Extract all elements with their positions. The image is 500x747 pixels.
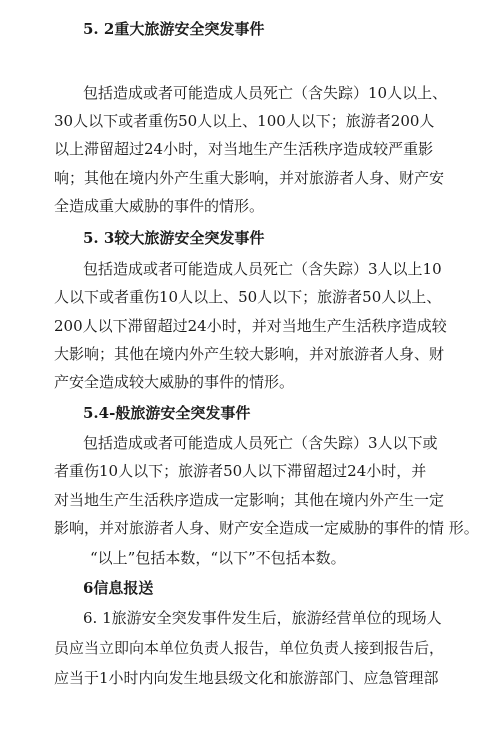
paragraph-line: 200人以下滞留超过24小时，并对当地生产生活秩序造成较 <box>54 317 447 335</box>
paragraph-line: 影响，并对旅游者人身、财产安全造成一定威胁的事件的情 形。 <box>54 519 479 537</box>
paragraph-line: 包括造成或者可能造成人员死亡（含失踪）3人以上10 <box>83 260 442 278</box>
section-heading-6: 6信息报送 <box>83 579 154 597</box>
paragraph-line: 人以下或者重伤10人以上、50人以下；旅游者50人以上、 <box>54 288 442 306</box>
paragraph-line: 响；其他在境内外产生重大影响，并对旅游者人身、财产安 <box>54 169 445 187</box>
paragraph-line: 包括造成或者可能造成人员死亡（含失踪）3人以下或 <box>83 434 438 452</box>
note-line: “以上”包括本数，“以下”不包括本数。 <box>90 549 346 567</box>
paragraph-line: 大影响；其他在境内外产生较大影响，并对旅游者人身、财 <box>54 345 445 363</box>
paragraph-line: 全造成重大威胁的事件的情形。 <box>54 197 265 215</box>
paragraph-line: 产安全造成较大威胁的事件的情形。 <box>54 373 295 391</box>
paragraph-line: 者重伤10人以下；旅游者50人以下滞留超过24小时，并 <box>54 462 427 480</box>
section-heading-5-2: 5. 2重大旅游安全突发事件 <box>83 20 265 38</box>
paragraph-line: 30人以下或者重伤50人以上、100人以下；旅游者200人 <box>54 112 435 130</box>
paragraph-line: 对当地生产生活秩序造成一定影响；其他在境内外产生一定 <box>54 491 445 509</box>
paragraph-line: 6. 1旅游安全突发事件发生后，旅游经营单位的现场人 <box>83 609 442 627</box>
paragraph-line: 包括造成或者可能造成人员死亡（含失踪）10人以上、 <box>83 84 448 102</box>
paragraph-line: 员应当立即向本单位负责人报告，单位负责人接到报告后， <box>54 639 445 657</box>
section-heading-5-4: 5.4-般旅游安全突发事件 <box>83 404 251 422</box>
paragraph-line: 以上滞留超过24小时，对当地生产生活秩序造成较严重影 <box>54 140 434 158</box>
paragraph-line: 应当于1小时内向发生地县级文化和旅游部门、应急管理部 <box>54 669 439 687</box>
section-heading-5-3: 5. 3较大旅游安全突发事件 <box>83 229 265 247</box>
